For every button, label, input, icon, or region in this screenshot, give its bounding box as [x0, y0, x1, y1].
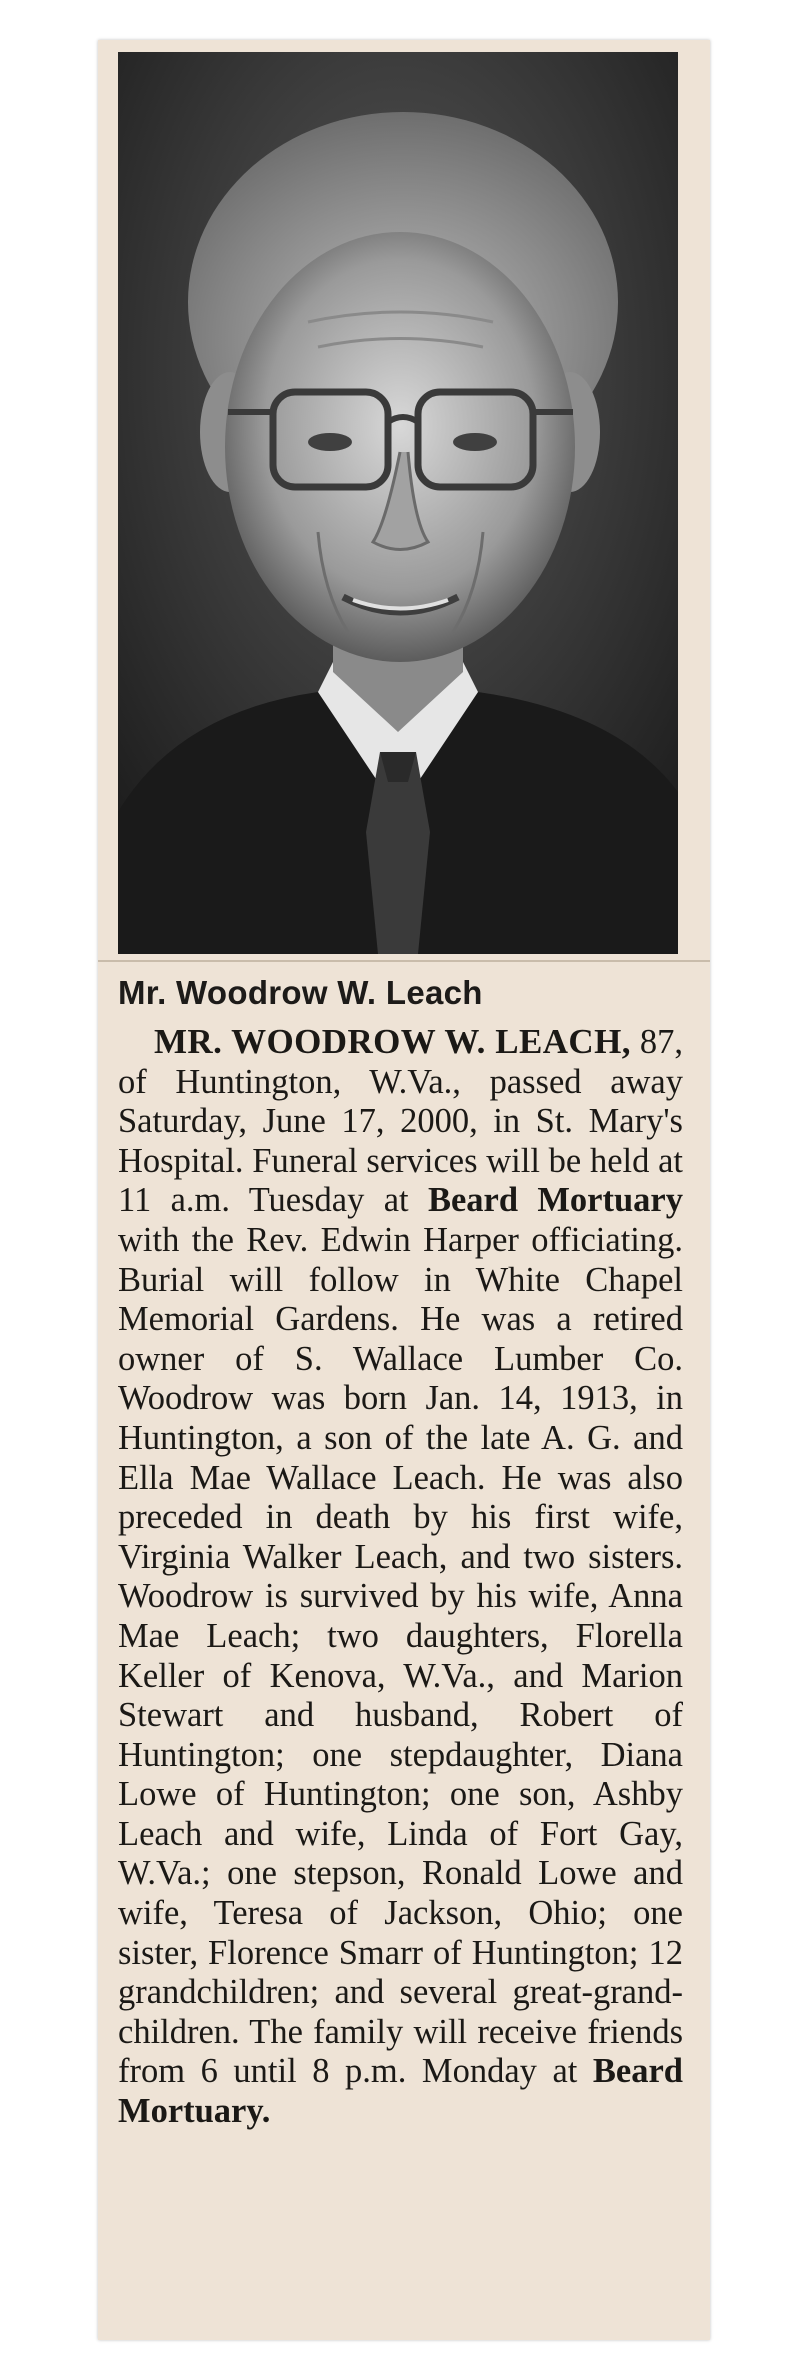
photo-caption: Mr. Woodrow W. Leach [118, 974, 483, 1011]
newspaper-clipping [98, 40, 710, 2340]
mortuary-name: Beard Mortuary [427, 1181, 683, 1220]
obituary-text [118, 1022, 683, 2132]
portrait-photo-icon [118, 52, 678, 954]
portrait-photo [118, 52, 678, 954]
fold-line [98, 960, 710, 962]
mortuary-name-closing: Beard Mortuary. [118, 2052, 683, 2131]
obituary-lead-name: MR. WOODROW W. LEACH, [154, 1022, 631, 1061]
obituary-body-2: with the Rev. Edwin Harper officiating. Burial will follow in White Chapel Memorial Gardens. He was a retired owner of S. Wallace Lumber Co. Woodrow was born Jan. 14, 1913, in Huntington, a son of the late A. G. and Ella Mae Wallace Leach. He was also preceded in death by his first wife, Virginia Walker Leach, and two sisters. Woodrow is survived by his wife, Anna Mae Leach; two daughters, Florella Keller of Kenova, W.Va., and Marion Stewart and husband, Robert of Huntington; one stepdaughter, Diana Lowe of Huntington; one son, Ashby Leach and wife, Linda of Fort Gay, W.Va.; one stepson, Ronald Lowe and wife, Teresa of Jackson, Ohio; one sister, Florence Smarr of Huntington; 12 grandchildren; and several great-grandchildren. The family will receive friends from 6 until 8 p.m. Monday at [118, 1220, 683, 2091]
obituary-body-1: 87, of Huntington, W.Va., passed away Saturday, June 17, 2000, in St. Mary's Hospital. Funeral services will be held at 11 a.m. Tuesday at [118, 1023, 684, 1220]
